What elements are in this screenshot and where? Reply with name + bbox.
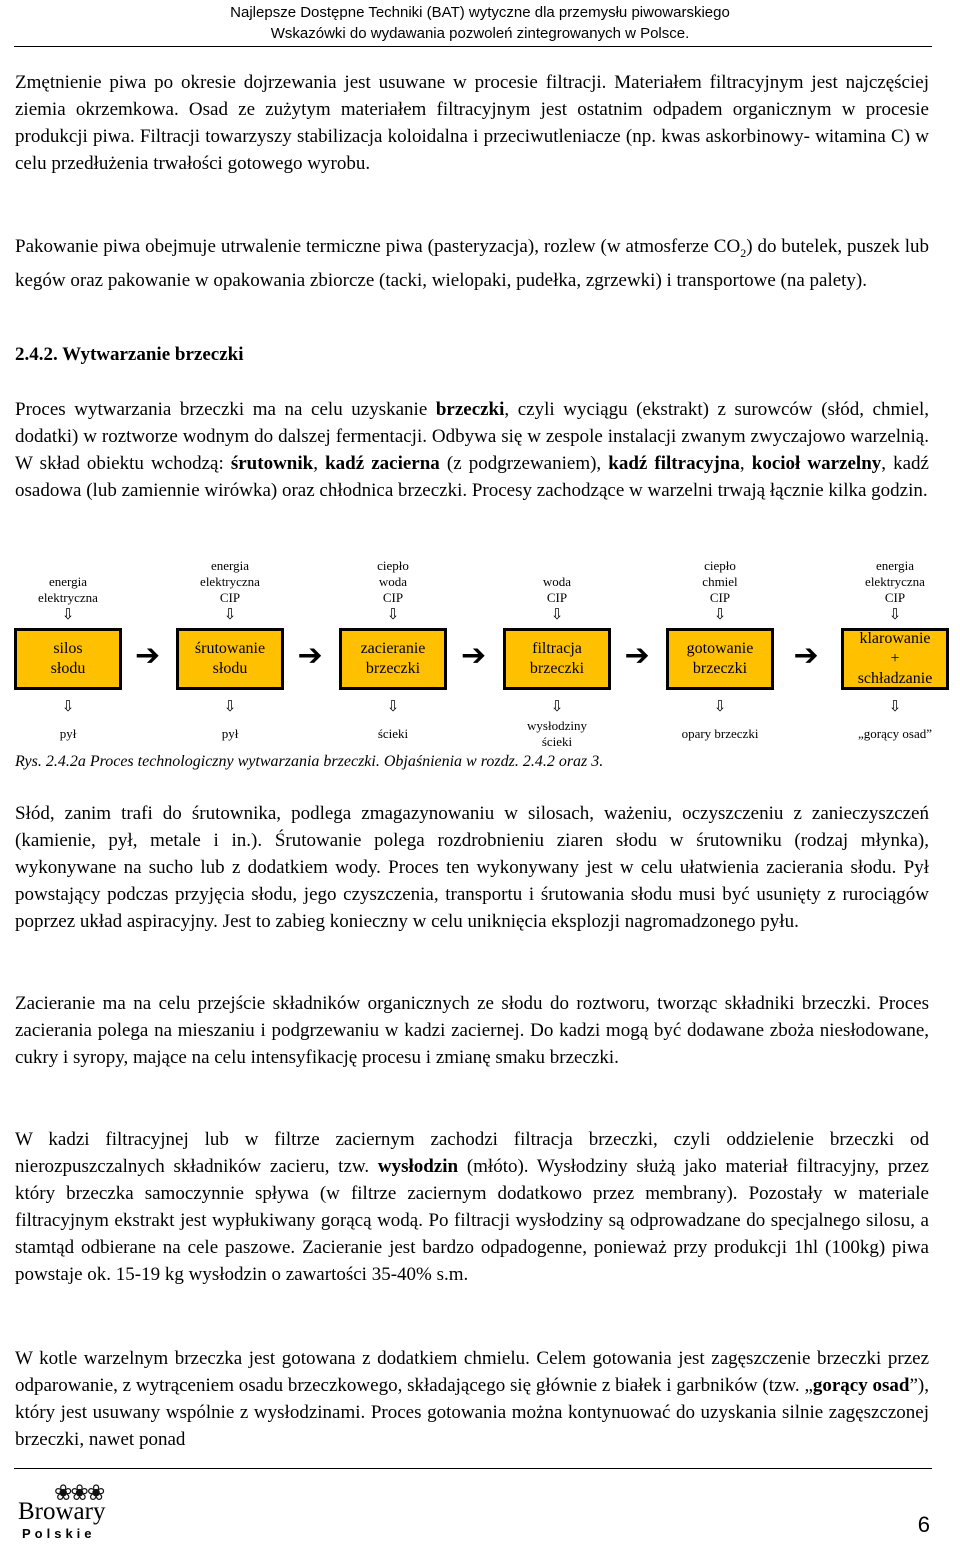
- output-label: [8, 726, 128, 742]
- process-step-line: gotowanie: [686, 640, 754, 657]
- output-label-line: „gorący osad”: [858, 726, 932, 741]
- bold-term: kadź zacierna: [325, 453, 440, 474]
- down-arrow-icon: ⇩: [61, 697, 75, 715]
- input-label-line: energia: [48, 574, 88, 589]
- output-label: [497, 718, 617, 750]
- down-arrow-icon: ⇩: [223, 697, 237, 715]
- right-arrow-icon: ➔: [297, 638, 323, 673]
- input-label-line: elektryczna: [865, 574, 925, 589]
- footer-rule: [14, 1468, 932, 1469]
- down-arrow-icon: ⇩: [550, 697, 564, 715]
- down-arrow-icon: ⇩: [386, 605, 400, 623]
- bold-term: kadź filtracyjna: [608, 453, 740, 474]
- paragraph-packaging-text-b: ) do butelek, puszek lub kegów oraz pakowanie w opakowania zbiorcze (tacki, wielopaki, pudełka, zgrzewki) i transportowe (na palety).: [15, 236, 929, 291]
- input-label-line: woda: [378, 574, 408, 589]
- hops-icon: ❀❀❀: [54, 1480, 104, 1505]
- text-run: (młóto). Wysłodziny służą jako materiał filtracyjny, przez który brzeczka samoczynnie spływa (w filtrze zaciernym dodatkowo przez membrany). Pozostały w materiale filtracyjnym ekstrakt jest wypłukiwany gorącą wodą. Po filtracji wysłodziny są odprowadzane do specjalnego silosu, a stamtąd odbierane na cele paszowe. Zacieranie jest bardzo odpadogenne, ponieważ przy produkcji 1hl (100kg) piwa powstaje ok. 15-19 kg wysłodzin o zawartości 35-40% s.m.: [15, 1156, 929, 1285]
- process-step-label: [530, 639, 584, 679]
- output-label-line: ścieki: [377, 726, 409, 741]
- down-arrow-icon: ⇩: [61, 605, 75, 623]
- bold-term: kocioł warzelny: [751, 453, 882, 474]
- text-run: ,: [739, 453, 752, 474]
- input-label-line: CIP: [382, 590, 404, 605]
- input-label-line: elektryczna: [38, 590, 98, 605]
- input-label: [835, 558, 955, 606]
- process-step-label: [687, 639, 754, 679]
- output-label: [660, 726, 780, 742]
- input-label-line: energia: [210, 558, 250, 573]
- input-label: [170, 558, 290, 606]
- process-step-line: schładzanie: [857, 670, 933, 687]
- paragraph-wort-production: [15, 396, 929, 504]
- header-line-1: Najlepsze Dostępne Techniki (BAT) wytyczne dla przemysłu piwowarskiego: [230, 4, 730, 21]
- bold-term: gorący osad: [812, 1375, 910, 1396]
- input-label-line: CIP: [546, 590, 568, 605]
- input-label: [333, 558, 453, 606]
- input-label-line: elektryczna: [200, 574, 260, 589]
- input-label-line: CIP: [219, 590, 241, 605]
- bold-term: śrutownik: [230, 453, 314, 474]
- figure-caption: Rys. 2.4.2a Proces technologiczny wytwarzania brzeczki. Objaśnienia w rozdz. 2.4.2 oraz 3.: [15, 753, 604, 770]
- down-arrow-icon: ⇩: [888, 697, 902, 715]
- header-rule: [14, 46, 932, 47]
- paragraph-lautering: [15, 1126, 929, 1288]
- output-label-line: ścieki: [541, 734, 573, 749]
- input-label-line: ciepło: [704, 558, 736, 573]
- output-label-line: pył: [59, 726, 77, 741]
- text-run: , czyli wyciągu (ekstrakt) z surowców (słód, chmiel, dodatki) w roztworze wodnym do dalszej fermentacji. Odbywa się w zespole instalacji zwanym zwyczajowo warzelnią. W skład obiektu wchodzą:: [15, 399, 929, 474]
- input-label-line: CIP: [884, 590, 906, 605]
- down-arrow-icon: ⇩: [550, 605, 564, 623]
- bold-term: brzeczki: [435, 399, 505, 420]
- process-step-line: zacieranie: [360, 640, 426, 657]
- down-arrow-icon: ⇩: [888, 605, 902, 623]
- process-step-line: śrutowanie: [194, 640, 266, 657]
- process-step-line: klarowanie: [859, 630, 931, 647]
- process-step-label: [858, 629, 933, 689]
- process-step-box: [666, 628, 774, 690]
- process-step-line: słodu: [212, 660, 248, 677]
- paragraph-mashing: Zacieranie ma na celu przejście składników organicznych ze słodu do roztworu, tworząc składniki brzeczki. Proces zacierania polega na mieszaniu i podgrzewaniu w kadzi zaciernej. Do kadzi mogą być dodawane zboża niesłodowane, cukry i syropy, mające na celu intensyfikację procesu i zmianę smaku brzeczki.: [15, 993, 929, 1068]
- process-step-label: [51, 639, 86, 679]
- process-step-line: brzeczki: [529, 660, 585, 677]
- text-run: , kadź osadowa (lub zamiennie wirówka) oraz chłodnica brzeczki. Procesy zachodzące w warzelni trwają łącznie kilka godzin.: [15, 453, 929, 501]
- output-label: [333, 726, 453, 742]
- down-arrow-icon: ⇩: [713, 605, 727, 623]
- process-step-box: [503, 628, 611, 690]
- paragraph-packaging-text-a: Pakowanie piwa obejmuje utrwalenie termiczne piwa (pasteryzacja), rozlew (w atmosferze CO: [15, 236, 741, 257]
- input-label: [660, 558, 780, 606]
- right-arrow-icon: ➔: [624, 638, 650, 673]
- section-heading: 2.4.2. Wytwarzanie brzeczki: [15, 344, 244, 365]
- process-step-label: [361, 639, 426, 679]
- text-run: ”), który jest usuwany wspólnie z wysłodzinami. Proces gotowania można kontynuować do uzyskania silnie zagęszczonej brzeczki, nawet ponad: [15, 1375, 929, 1450]
- page-number: 6: [917, 1512, 930, 1537]
- input-label-line: woda: [542, 574, 572, 589]
- logo-word-browary: Browary: [18, 1498, 106, 1525]
- text-run: Proces wytwarzania brzeczki ma na celu uzyskanie: [15, 399, 436, 420]
- process-step-line: słodu: [50, 660, 86, 677]
- text-run: W kotle warzelnym brzeczka jest gotowana z dodatkiem chmielu. Celem gotowania jest zagęszczenie brzeczki przez odparowanie, z wytrąceniem osadu brzeczkowego, składającego się głównie z białek i garbników (tzw. „: [15, 1348, 929, 1396]
- header-line-2: Wskazówki do wydawania pozwoleń zintegrowanych w Polsce.: [270, 25, 690, 42]
- output-label: [170, 726, 290, 742]
- process-step-box: [14, 628, 122, 690]
- process-step-line: brzeczki: [365, 660, 421, 677]
- browary-polskie-logo: [16, 1480, 126, 1546]
- down-arrow-icon: ⇩: [223, 605, 237, 623]
- page-header: [0, 0, 960, 44]
- output-label-line: pył: [221, 726, 239, 741]
- logo-word-polskie: Polskie: [22, 1526, 96, 1541]
- right-arrow-icon: ➔: [135, 638, 161, 673]
- output-label: [835, 726, 955, 742]
- process-step-box: [841, 628, 949, 690]
- output-label-line: wysłodziny: [527, 718, 587, 733]
- text-run: (z podgrzewaniem),: [439, 453, 609, 474]
- text-run: W kadzi filtracyjnej lub w filtrze zaciernym zachodzi filtracja brzeczki, czyli oddzielenie brzeczki od nierozpuszczalnych składników zacieru, tzw.: [15, 1129, 929, 1177]
- input-label-line: ciepło: [377, 558, 409, 573]
- paragraph-boiling: [15, 1345, 929, 1453]
- right-arrow-icon: ➔: [793, 638, 819, 673]
- down-arrow-icon: ⇩: [713, 697, 727, 715]
- process-step-line: silos: [53, 640, 83, 657]
- text-run: ,: [313, 453, 326, 474]
- right-arrow-icon: ➔: [461, 638, 487, 673]
- process-step-line: filtracja: [532, 640, 582, 657]
- paragraph-filtration: Zmętnienie piwa po okresie dojrzewania jest usuwane w procesie filtracji. Materiałem filtracyjnym jest najczęściej ziemia okrzemkowa. Osad ze zużytym materiałem filtracyjnym jest ostatnim odpadem organicznym w procesie produkcji piwa. Filtracji towarzyszy stabilizacja koloidalna i przeciwutleniacze (np. kwas askorbinowy- witamina C) w celu przedłużenia trwałości gotowego wyrobu.: [15, 72, 929, 174]
- paragraph-milling: Słód, zanim trafi do śrutownika, podlega zmagazynowaniu w silosach, ważeniu, oczyszczeniu z zanieczyszczeń (kamienie, pył, metale i in.). Śrutowanie polega rozdrobnieniu ziaren słodu w śrutowniku (rodzaj młynka), wykonywane na sucho lub z dodatkiem wody. Proces ten wykonywany jest w celu ułatwienia zacierania słodu. Pył powstający podczas przyjęcia słodu, jego czyszczenia, transportu i śrutowania słodu musi być usunięty z rurociągów poprzez układ aspiracyjny. Jest to zabieg konieczny w celu uniknięcia eksplozji nagromadzonego pyłu.: [15, 803, 929, 932]
- input-label: [497, 574, 617, 606]
- input-label: [8, 574, 128, 606]
- process-step-box: [339, 628, 447, 690]
- co2-subscript: 2: [740, 245, 747, 260]
- bold-term: wysłodzin: [377, 1156, 459, 1177]
- output-label-line: opary brzeczki: [681, 726, 759, 741]
- down-arrow-icon: ⇩: [386, 697, 400, 715]
- input-label-line: chmiel: [702, 574, 738, 589]
- process-step-label: [195, 639, 265, 679]
- process-step-line: +: [890, 650, 900, 667]
- process-step-box: [176, 628, 284, 690]
- paragraph-packaging: [15, 233, 929, 294]
- process-step-line: brzeczki: [692, 660, 748, 677]
- input-label-line: CIP: [709, 590, 731, 605]
- input-label-line: energia: [875, 558, 915, 573]
